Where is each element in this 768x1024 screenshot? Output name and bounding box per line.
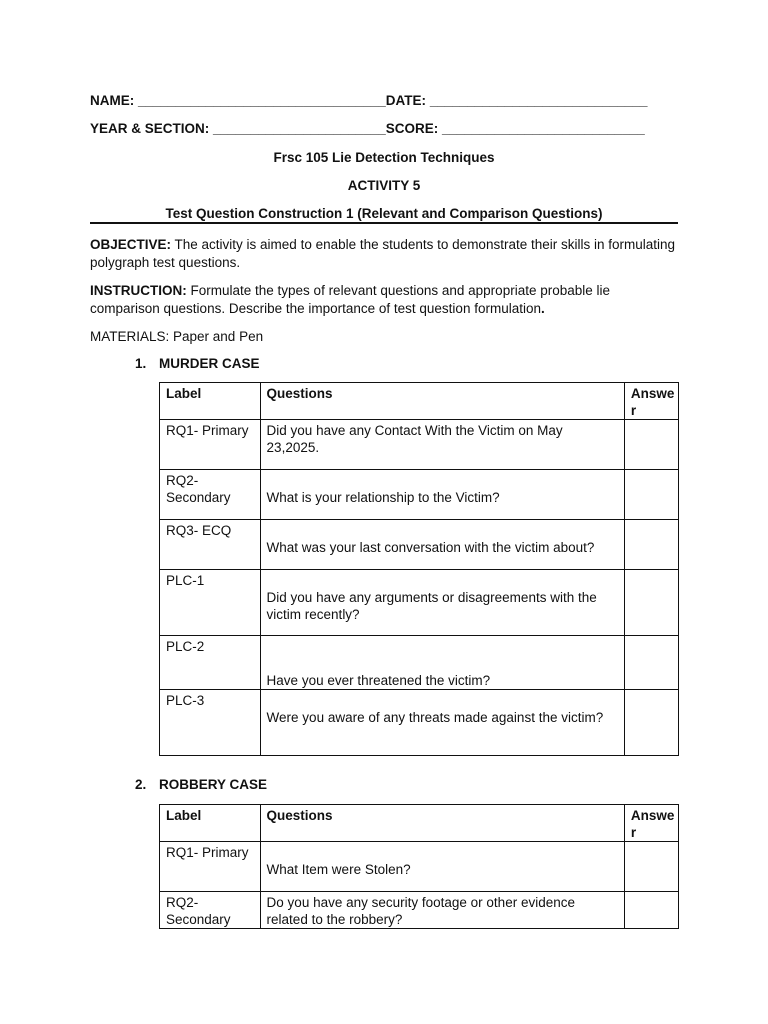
column-header-label: Label bbox=[160, 805, 261, 842]
year-section-field[interactable]: _______________________ bbox=[213, 121, 386, 136]
row-question-cell bbox=[260, 470, 624, 520]
row-question-cell bbox=[260, 636, 624, 690]
row-question: Were you aware of any threats made against the victim? bbox=[266, 710, 604, 725]
table-row bbox=[160, 470, 679, 520]
column-header-answer: Answe r bbox=[624, 805, 678, 842]
section-heading-robbery bbox=[135, 777, 267, 792]
name-label: NAME: bbox=[90, 93, 135, 108]
column-header-answer: Answe r bbox=[624, 383, 678, 420]
objective-text: The activity is aimed to enable the students to demonstrate their skills in formulating polygraph test questions. bbox=[90, 237, 676, 270]
section-number: 1. bbox=[135, 356, 147, 371]
answer-cell[interactable] bbox=[624, 470, 678, 520]
instruction-end: . bbox=[540, 301, 545, 316]
answer-cell[interactable] bbox=[624, 892, 678, 929]
objective-label: OBJECTIVE: bbox=[90, 237, 172, 252]
row-label: PLC-3 bbox=[160, 690, 261, 756]
activity-subtitle: Test Question Construction 1 (Relevant and Comparison Questions) bbox=[165, 206, 603, 221]
row-question: What was your last conversation with the victim about? bbox=[266, 540, 595, 555]
table-row bbox=[160, 690, 679, 756]
column-header-questions: Questions bbox=[260, 805, 624, 842]
robbery-case-table bbox=[159, 804, 679, 929]
table-row bbox=[160, 570, 679, 636]
answer-cell[interactable] bbox=[624, 842, 678, 892]
row-question: What Item were Stolen? bbox=[266, 862, 411, 877]
answer-cell[interactable] bbox=[624, 636, 678, 690]
date-field[interactable]: _____________________________ bbox=[429, 93, 648, 108]
row-question: Did you have any Contact With the Victim on May 23,2025. bbox=[260, 420, 624, 470]
row-question: What is your relationship to the Victim? bbox=[266, 490, 500, 505]
row-question: Have you ever threatened the victim? bbox=[266, 673, 491, 688]
answer-cell[interactable] bbox=[624, 420, 678, 470]
row-question: Do you have any security footage or other evidence related to the robbery? bbox=[260, 892, 624, 929]
murder-case-table bbox=[159, 382, 679, 756]
date-label: DATE: bbox=[385, 93, 427, 108]
score-label: SCORE: bbox=[385, 121, 439, 136]
table-header-row bbox=[160, 383, 679, 420]
row-label: RQ2- Secondary bbox=[160, 470, 261, 520]
column-header-label: Label bbox=[160, 383, 261, 420]
row-label: PLC-1 bbox=[160, 570, 261, 636]
objective-paragraph bbox=[90, 236, 678, 272]
row-label: RQ1- Primary bbox=[160, 842, 261, 892]
name-date-line bbox=[90, 93, 648, 108]
section-title: MURDER CASE bbox=[159, 356, 260, 371]
name-field[interactable]: _________________________________ bbox=[138, 93, 386, 108]
instruction-text: Formulate the types of relevant questions and appropriate probable lie comparison questions. Describe the importance of test question formulation bbox=[90, 283, 611, 316]
row-label: RQ3- ECQ bbox=[160, 520, 261, 570]
year-section-label: YEAR & SECTION: bbox=[90, 121, 210, 136]
section-number: 2. bbox=[135, 777, 147, 792]
section-title: ROBBERY CASE bbox=[159, 777, 268, 792]
course-title: Frsc 105 Lie Detection Techniques bbox=[273, 150, 495, 165]
score-field[interactable]: ___________________________ bbox=[442, 121, 645, 136]
answer-cell[interactable] bbox=[624, 520, 678, 570]
row-question: Did you have any arguments or disagreements with the victim recently? bbox=[266, 590, 597, 622]
section-heading-murder bbox=[135, 356, 260, 371]
year-score-line bbox=[90, 121, 645, 136]
title-divider bbox=[90, 222, 678, 224]
row-question-cell bbox=[260, 690, 624, 756]
materials-line: MATERIALS: Paper and Pen bbox=[90, 329, 264, 344]
table-header-row bbox=[160, 805, 679, 842]
answer-cell[interactable] bbox=[624, 690, 678, 756]
instruction-paragraph bbox=[90, 282, 678, 318]
table-row bbox=[160, 842, 679, 892]
row-label: RQ1- Primary bbox=[160, 420, 261, 470]
activity-title: ACTIVITY 5 bbox=[347, 178, 421, 193]
table-row bbox=[160, 892, 679, 929]
instruction-label: INSTRUCTION: bbox=[90, 283, 187, 298]
row-label: RQ2- Secondary bbox=[160, 892, 261, 929]
row-question-cell bbox=[260, 842, 624, 892]
table-row bbox=[160, 420, 679, 470]
table-row bbox=[160, 520, 679, 570]
answer-cell[interactable] bbox=[624, 570, 678, 636]
column-header-questions: Questions bbox=[260, 383, 624, 420]
row-label: PLC-2 bbox=[160, 636, 261, 690]
row-question-cell bbox=[260, 520, 624, 570]
table-row bbox=[160, 636, 679, 690]
row-question-cell bbox=[260, 570, 624, 636]
